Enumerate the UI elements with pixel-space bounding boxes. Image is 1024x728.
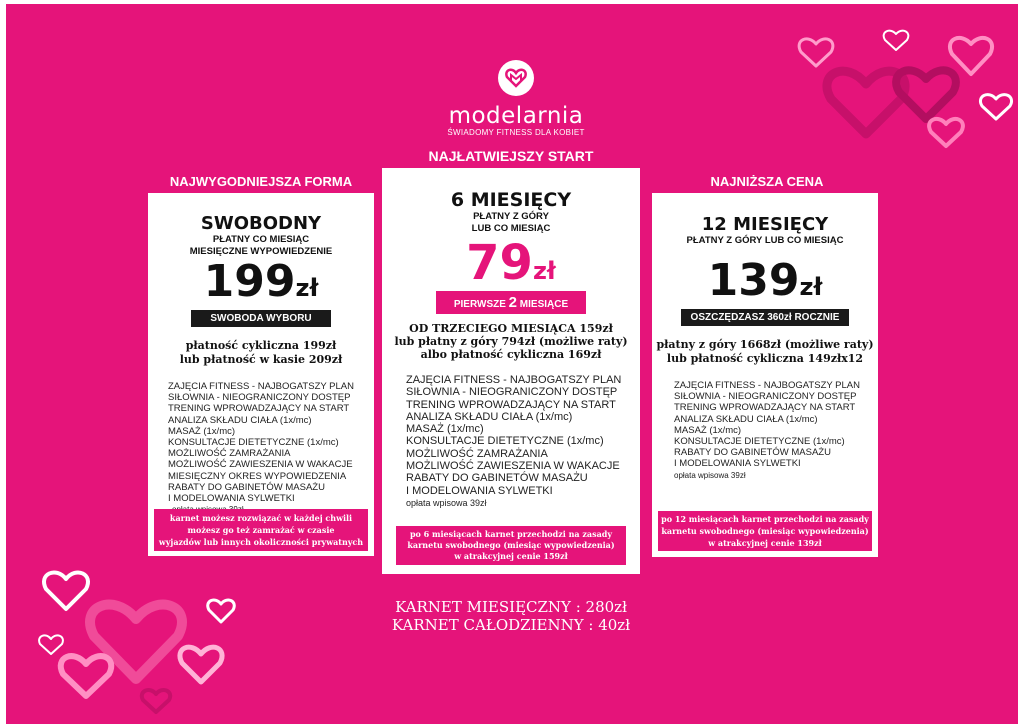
feature-item: ZAJĘCIA FITNESS - NAJBOGATSZY PLAN <box>406 374 622 386</box>
plan-payment <box>382 322 640 361</box>
plan-title: SWOBODNY <box>200 213 322 234</box>
plan-header-right: NAJNIŻSZA CENA <box>710 174 824 189</box>
band-text: MIESIĄCE <box>519 299 569 310</box>
brand-name: modelarnia <box>448 103 584 129</box>
note-line: w atrakcyjnej cenie 139zł <box>708 538 822 548</box>
price-poster <box>6 4 1018 724</box>
footer-daily-pass: KARNET CAŁODZIENNY : 40zł <box>391 616 631 634</box>
note-line: karnetu swobodnego (miesiąc wypowiedzenia) <box>407 540 615 550</box>
plan-title: 12 MIESIĘCY <box>701 214 829 235</box>
feature-item: ZAJĘCIA FITNESS - NAJBOGATSZY PLAN <box>168 381 354 392</box>
feature-item: RABATY DO GABINETÓW MASAŻU <box>406 472 588 485</box>
plan-header-center: NAJŁATWIEJSZY START <box>428 148 594 164</box>
plan-card-swobodny <box>148 193 374 556</box>
note-line: po 12 miesiącach karnet przechodzi na zasady <box>661 514 869 524</box>
band-text: PIERWSZE <box>453 299 506 310</box>
note-line: karnetu swobodnego (miesiąc wypowiedzenia) <box>661 526 869 536</box>
feature-item: MIESIĘCZNY OKRES WYPOWIEDZENIA <box>168 470 347 482</box>
footer-monthly-pass: KARNET MIESIĘCZNY : 280zł <box>395 598 627 616</box>
feature-item: ANALIZA SKŁADU CIAŁA (1x/mc) <box>168 414 312 426</box>
price-currency: zł <box>799 273 823 301</box>
brand-logo <box>446 58 586 137</box>
plan-subtitle: PŁATNY CO MIESIĄC <box>212 234 310 245</box>
note-line: po 6 miesiącach karnet przechodzi na zasady <box>409 529 613 539</box>
plan-price <box>652 255 878 306</box>
plan-subtitle: PŁATNY Z GÓRY LUB CO MIESIĄC <box>686 235 844 246</box>
plan-band <box>436 291 586 314</box>
feature-item: MOŻLIWOŚĆ ZAMRAŻANIA <box>406 447 548 460</box>
feature-item: I MODELOWANIA SYLWETKI <box>674 458 801 470</box>
payment-line: lub płatność w kasie 209zł <box>179 353 343 366</box>
feature-item: ANALIZA SKŁADU CIAŁA (1x/mc) <box>406 410 573 423</box>
plan-features <box>674 380 878 481</box>
feature-item: SIŁOWNIA - NIEOGRANICZONY DOSTĘP <box>406 386 618 399</box>
plan-band: OSZCZĘDZASZ 360zł ROCZNIE <box>681 309 849 326</box>
note-line: możesz go też zamrażać w czasie <box>187 525 335 535</box>
feature-item: RABATY DO GABINETÓW MASAŻU <box>674 447 831 459</box>
plan-note <box>396 526 626 565</box>
entry-fee: opłata wpisowa 39zł <box>674 470 746 480</box>
plan-note <box>154 509 368 551</box>
feature-item: KONSULTACJE DIETETYCZNE (1x/mc) <box>406 435 604 448</box>
feature-item: RABATY DO GABINETÓW MASAŻU <box>168 481 325 493</box>
feature-item: I MODELOWANIA SYLWETKI <box>406 484 553 497</box>
feature-item: I MODELOWANIA SYLWETKI <box>168 493 295 505</box>
heart-logo-icon <box>496 58 536 98</box>
plan-subtitle: PŁATNY Z GÓRY <box>473 211 549 222</box>
plan-card-6-miesiecy <box>382 168 640 574</box>
price-currency: zł <box>295 274 319 302</box>
payment-line: lub płatność cykliczna 149złx12 <box>666 352 864 365</box>
plan-subtitle: MIESIĘCZNE WYPOWIEDZENIE <box>189 246 333 257</box>
price-value: 139 <box>707 255 800 306</box>
payment-line: płatność cykliczna 199zł <box>185 339 337 352</box>
entry-fee: opłata wpisowa 39zł <box>406 497 487 508</box>
feature-item: KONSULTACJE DIETETYCZNE (1x/mc) <box>168 437 339 449</box>
brand-tagline: ŚWIADOMY FITNESS DLA KOBIET <box>447 128 585 137</box>
payment-line: OD TRZECIEGO MIESIĄCA 159zł <box>409 322 613 335</box>
feature-item: ANALIZA SKŁADU CIAŁA (1x/mc) <box>674 413 818 425</box>
plan-card-12-miesiecy <box>652 193 878 557</box>
plan-features <box>406 374 640 509</box>
payment-line: lub płatny z góry 794zł (możliwe raty) <box>394 335 628 348</box>
plan-payment <box>652 338 878 366</box>
feature-item: MASAŻ (1x/mc) <box>168 425 236 437</box>
plan-note <box>658 511 872 551</box>
plan-subtitle: LUB CO MIESIĄC <box>471 223 551 234</box>
band-number: 2 <box>508 294 518 311</box>
feature-item: MOŻLIWOŚĆ ZAWIESZENIA W WAKACJE <box>168 459 353 471</box>
note-line: w atrakcyjnej cenie 159zł <box>454 551 568 561</box>
payment-line: albo płatność cykliczna 169zł <box>420 348 602 361</box>
plan-payment <box>148 339 374 367</box>
heart-pattern-icon <box>786 24 1018 164</box>
feature-item: TRENING WPROWADZAJĄCY NA START <box>168 403 350 415</box>
note-line: karnet możesz rozwiązać w każdej chwili <box>169 513 353 523</box>
plan-features <box>168 381 374 515</box>
feature-item: ZAJĘCIA FITNESS - NAJBOGATSZY PLAN <box>674 380 860 391</box>
price-value: 199 <box>203 256 296 307</box>
feature-item: MOŻLIWOŚĆ ZAMRAŻANIA <box>168 448 291 460</box>
plan-price <box>382 235 640 291</box>
payment-line: płatny z góry 1668zł (możliwe raty) <box>656 338 874 351</box>
note-line: wyjazdów lub innych okoliczności prywatnych <box>158 537 364 547</box>
feature-item: TRENING WPROWADZAJĄCY NA START <box>406 398 616 411</box>
feature-item: SIŁOWNIA - NIEOGRANICZONY DOSTĘP <box>674 391 857 403</box>
plan-title: 6 MIESIĘCY <box>450 189 572 211</box>
feature-item: SIŁOWNIA - NIEOGRANICZONY DOSTĘP <box>168 392 351 404</box>
feature-item: MASAŻ (1x/mc) <box>406 423 484 436</box>
plan-band: SWOBODA WYBORU <box>191 310 331 327</box>
feature-item: MASAŻ (1x/mc) <box>674 424 742 436</box>
feature-item: KONSULTACJE DIETETYCZNE (1x/mc) <box>674 436 845 448</box>
price-currency: zł <box>532 257 556 285</box>
plan-header-left: NAJWYGODNIEJSZA FORMA <box>169 174 353 189</box>
price-value: 79 <box>466 235 533 291</box>
feature-item: MOŻLIWOŚĆ ZAWIESZENIA W WAKACJE <box>406 460 620 473</box>
plan-price <box>148 256 374 307</box>
heart-pattern-icon <box>26 544 256 719</box>
feature-item: TRENING WPROWADZAJĄCY NA START <box>674 402 856 414</box>
